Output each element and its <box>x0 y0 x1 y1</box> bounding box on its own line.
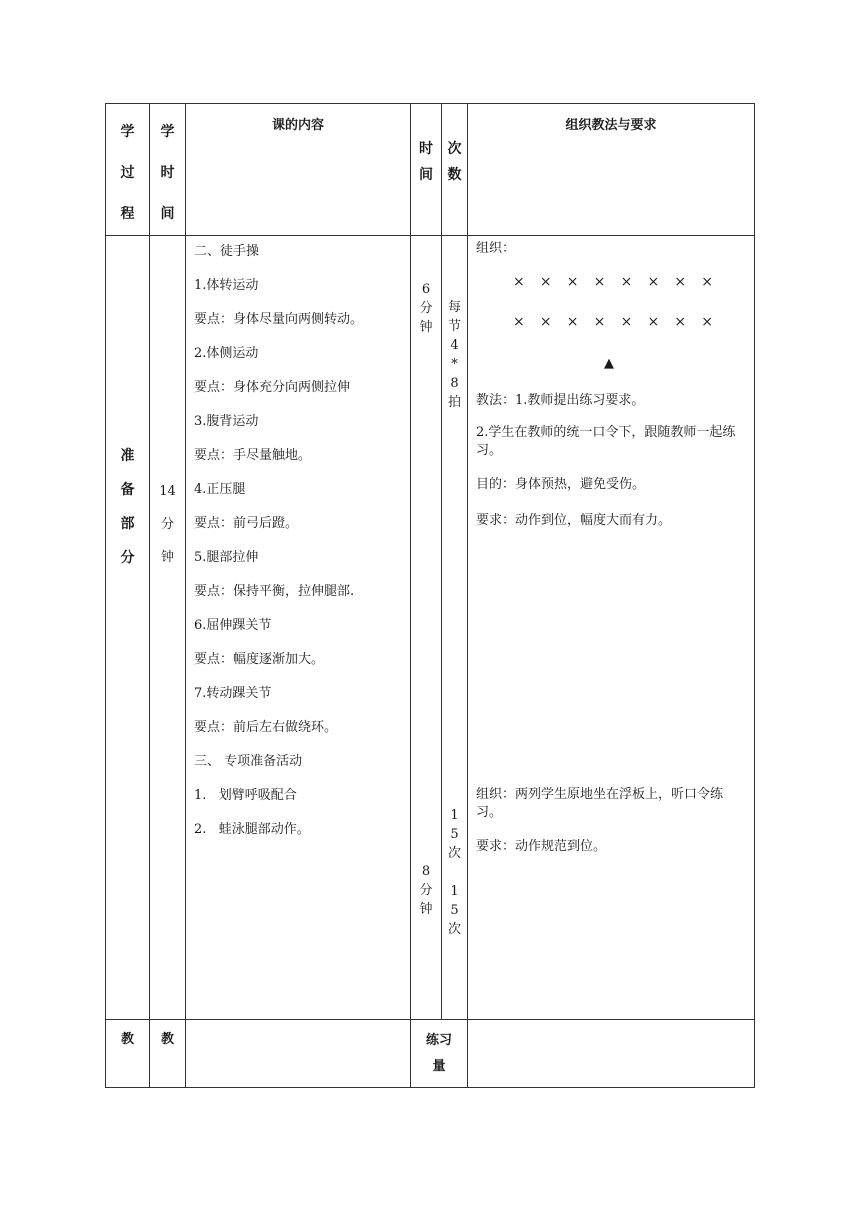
content-line: 二、徒手操 <box>194 244 260 259</box>
section-organization <box>468 236 755 1020</box>
student-mark: × <box>674 274 687 290</box>
time-char: 8 <box>421 864 431 879</box>
header-char: 数 <box>447 167 462 183</box>
content-line: 三、 专项准备活动 <box>194 754 303 769</box>
header-row <box>106 104 755 236</box>
student-mark: × <box>620 314 633 330</box>
content-line: 1.体转运动 <box>194 278 259 293</box>
content-line: 要点：身体尽量向两侧转动。 <box>194 312 364 327</box>
org-label: 组织： <box>476 241 516 256</box>
student-mark: × <box>620 274 633 290</box>
formation-row-2 <box>513 314 713 330</box>
time-char: 钟 <box>419 320 433 335</box>
content-line: 1. 划臂呼吸配合 <box>194 788 297 803</box>
section-name-char: 部 <box>120 516 135 532</box>
header-content-label: 课的内容 <box>271 118 324 133</box>
header-char: 学 <box>120 124 135 140</box>
count-char: 次 <box>447 922 461 937</box>
header-char: 学 <box>160 124 175 140</box>
header-char: 间 <box>160 206 175 222</box>
content-line: 要点：前弓后蹬。 <box>194 516 299 531</box>
time-char: 6 <box>421 282 431 297</box>
footer-col1 <box>106 1020 150 1088</box>
section-duration <box>150 236 186 1020</box>
section-content <box>186 236 411 1020</box>
student-mark: × <box>701 314 713 330</box>
content-line: 要点：保持平衡，拉伸腿部. <box>194 584 355 599</box>
footer-content <box>186 1020 411 1088</box>
content-line: 要点：幅度逐渐加大。 <box>194 652 325 667</box>
content-line: 7.转动踝关节 <box>194 686 272 701</box>
org-paragraph: 2.学生在教师的统一口令下，跟随教师一起练习。 <box>476 425 736 458</box>
section-count <box>442 236 468 1020</box>
section-name <box>106 236 150 1020</box>
footer-col1-label: 教 <box>120 1032 134 1047</box>
header-char: 程 <box>120 206 135 222</box>
section-row <box>106 236 755 1020</box>
footer-row <box>106 1020 755 1088</box>
content-line: 要点：手尽量触地。 <box>194 448 312 463</box>
count-char: 节 <box>447 319 461 334</box>
org-paragraph: 组织：两列学生原地坐在浮板上，听口令练习。 <box>476 787 724 820</box>
org-paragraph: 要求：动作到位，幅度大而有力。 <box>476 513 672 528</box>
header-char: 时 <box>419 141 433 157</box>
count-char: 4 <box>450 338 459 353</box>
header-organization <box>468 104 755 236</box>
duration-char: 钟 <box>160 550 174 565</box>
student-mark: × <box>593 274 606 290</box>
header-char: 过 <box>120 165 135 181</box>
student-mark: × <box>674 314 687 330</box>
student-mark: × <box>647 314 660 330</box>
footer-load-label: 量 <box>432 1059 446 1074</box>
count-char: 1 <box>450 884 459 899</box>
content-line: 2. 蛙泳腿部动作。 <box>194 822 310 837</box>
lesson-plan-table <box>105 103 755 1088</box>
section-name-char: 备 <box>120 482 135 498</box>
student-mark: × <box>647 274 660 290</box>
section-name-char: 分 <box>120 550 135 566</box>
header-count <box>442 104 468 236</box>
footer-load-label: 练习 <box>425 1033 452 1048</box>
footer-col2 <box>150 1020 186 1088</box>
content-line: 3.腹背运动 <box>194 414 259 429</box>
student-mark: × <box>539 314 552 330</box>
count-char: 拍 <box>447 395 461 410</box>
content-line: 要点：身体充分向两侧拉伸 <box>194 380 351 395</box>
count-char: * <box>451 357 458 372</box>
count-char: 1 <box>450 808 459 823</box>
content-line: 4.正压腿 <box>194 482 246 497</box>
footer-organization <box>468 1020 755 1088</box>
section-name-char: 准 <box>120 448 135 464</box>
content-line: 2.体侧运动 <box>194 346 259 361</box>
count-char: 5 <box>450 827 459 842</box>
student-mark: × <box>513 314 525 330</box>
student-mark: × <box>593 314 606 330</box>
footer-col2-label: 教 <box>160 1032 174 1047</box>
header-char: 间 <box>419 167 433 183</box>
org-paragraph: 教法：1.教师提出练习要求。 <box>476 393 645 408</box>
count-char: 次 <box>447 846 461 861</box>
count-char: 5 <box>450 903 459 918</box>
header-char: 时 <box>160 165 175 181</box>
header-organization-label: 组织教法与要求 <box>565 118 657 133</box>
header-time <box>411 104 442 236</box>
header-time-col <box>150 104 186 236</box>
duration-char: 分 <box>160 517 174 532</box>
count-char: 每 <box>447 300 461 315</box>
time-char: 钟 <box>419 902 433 917</box>
org-paragraph: 目的：身体预热，避免受伤。 <box>476 477 646 492</box>
student-mark: × <box>566 314 579 330</box>
duration-char: 14 <box>159 484 176 499</box>
formation-row-1 <box>513 274 713 290</box>
content-line: 5.腿部拉伸 <box>194 550 259 565</box>
org-paragraph: 要求：动作规范到位。 <box>476 839 607 854</box>
teacher-marker-icon: ▲ <box>604 356 614 371</box>
time-char: 分 <box>419 883 433 898</box>
count-char: 8 <box>450 376 459 391</box>
content-line: 6.屈伸踝关节 <box>194 618 272 633</box>
section-time <box>411 236 442 1020</box>
content-line: 要点：前后左右做绕环。 <box>194 720 338 735</box>
header-process <box>106 104 150 236</box>
student-mark: × <box>566 274 579 290</box>
header-content <box>186 104 411 236</box>
footer-load <box>411 1020 468 1088</box>
student-mark: × <box>513 274 525 290</box>
student-mark: × <box>539 274 552 290</box>
student-mark: × <box>701 274 713 290</box>
header-char: 次 <box>447 141 462 157</box>
time-char: 分 <box>419 301 433 316</box>
